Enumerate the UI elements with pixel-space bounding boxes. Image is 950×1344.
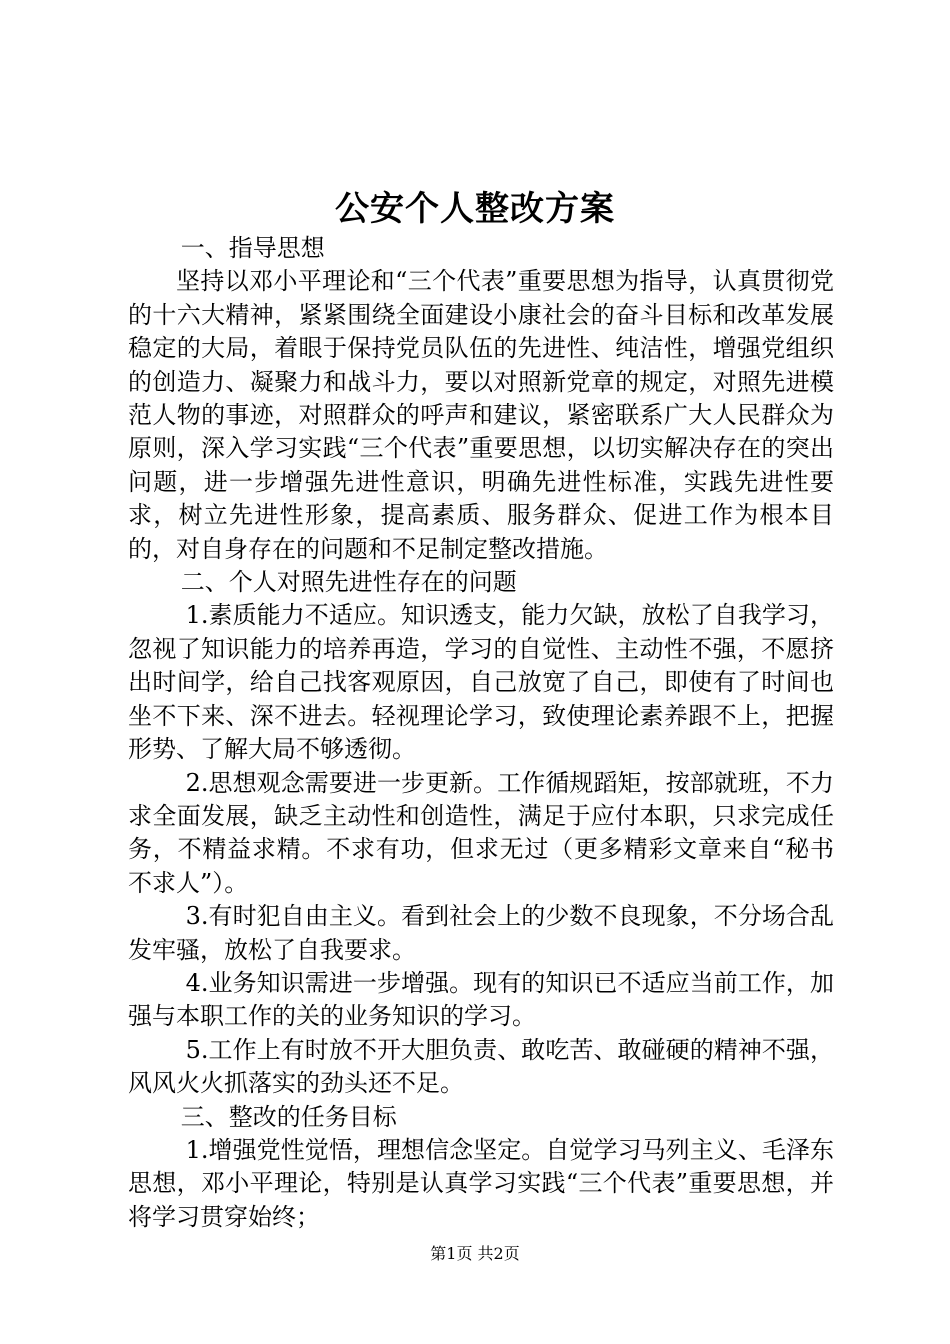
- problem-item-4: 4.业务知识需进一步增强。现有的知识已不适应当前工作，加强与本职工作的关的业务知识的学习。: [128, 968, 834, 1031]
- document-body: [128, 232, 834, 1234]
- paragraph-guiding-ideology: 坚持以邓小平理论和“三个代表”重要思想为指导，认真贯彻党的十六大精神，紧紧围绕全面建设小康社会的奋斗目标和改革发展稳定的大局，着眼于保持党员队伍的先进性、纯洁性，增强党组织的创造力、凝聚力和战斗力，要以对照新党章的规定，对照先进模范人物的事迹，对照群众的呼声和建议，紧密联系广大人民群众为原则，深入学习实践“三个代表”重要思想，以切实解决存在的突出问题，进一步增强先进性意识，明确先进性标准，实践先进性要求，树立先进性形象，提高素质、服务群众、促进工作为根本目的，对自身存在的问题和不足制定整改措施。: [128, 267, 834, 563]
- page-footer: 第1页 共2页: [430, 1244, 520, 1263]
- section-heading-guiding-ideology: 一、指导思想: [180, 234, 325, 262]
- problem-item-1: 1.素质能力不适应。知识透支，能力欠缺，放松了自我学习，忽视了知识能力的培养再造，学习的自觉性、主动性不强，不愿挤出时间学，给自己找客观原因，自己放宽了自己，即使有了时间也坐不下来、深不进去。轻视理论学习，致使理论素养跟不上，把握形势、了解大局不够透彻。: [128, 601, 834, 764]
- section-heading-rectification-goals: 三、整改的任务目标: [180, 1102, 397, 1131]
- goal-item-1: 1.增强党性觉悟，理想信念坚定。自觉学习马列主义、毛泽东思想，邓小平理论，特别是认真学习实践“三个代表”重要思想，并将学习贯穿始终；: [128, 1135, 834, 1231]
- problem-item-3: 3.有时犯自由主义。看到社会上的少数不良现象，不分场合乱发牢骚，放松了自我要求。: [128, 902, 834, 964]
- section-heading-existing-problems: 二、个人对照先进性存在的问题: [180, 568, 517, 597]
- problem-item-2: 2.思想观念需要进一步更新。工作循规蹈矩，按部就班，不力求全面发展，缺乏主动性和创造性，满足于应付本职，只求完成任务，不精益求精。不求有功，但求无过（更多精彩文章来自“秘书不求人”）。: [128, 768, 834, 897]
- document-title: 公安个人整改方案: [335, 189, 615, 229]
- problem-item-5: 5.工作上有时放不开大胆负责、敢吃苦、敢碰硬的精神不强，风风火火抓落实的劲头还不足。: [128, 1035, 834, 1098]
